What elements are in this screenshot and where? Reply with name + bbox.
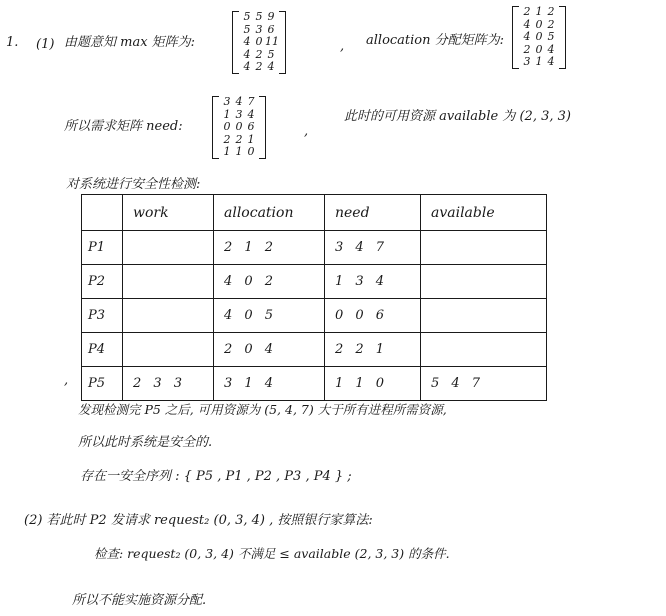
need-cell: 2 2 1 <box>325 333 421 367</box>
part2-request-line: (2) 若此时 P2 发请求 request₂ (0, 3, 4) , 按照银行家算法: <box>24 513 373 528</box>
matrix-cell: 1 <box>535 55 543 69</box>
subquestion-number: (1) <box>36 37 55 52</box>
need-cell: 1 3 4 <box>325 265 421 299</box>
matrix-cell: 1 <box>223 145 231 159</box>
matrix-cell: 3 <box>523 55 531 69</box>
matrix-cell: 4 <box>243 60 251 74</box>
work-cell <box>123 265 214 299</box>
matrix-cell: 5 <box>243 22 251 36</box>
work-cell <box>123 231 214 265</box>
matrix-cell: 2 <box>223 132 231 146</box>
header-available: available <box>421 195 547 231</box>
process-cell: P1 <box>82 231 123 265</box>
header-process <box>82 195 123 231</box>
matrix-cell: 11 <box>265 35 279 49</box>
matrix-cell: 0 <box>255 35 263 49</box>
allocation-cell: 2 1 2 <box>214 231 325 265</box>
matrix-cell: 3 <box>235 107 243 121</box>
matrix-cell: 6 <box>247 120 255 134</box>
need-matrix-label: 所以需求矩阵 need: <box>64 119 183 134</box>
process-cell: P3 <box>82 299 123 333</box>
max-matrix-rows <box>239 11 279 74</box>
matrix-cell: 5 <box>255 10 263 23</box>
available-cell: 5 4 7 <box>421 367 547 401</box>
work-cell: 2 3 3 <box>123 367 214 401</box>
matrix-cell: 9 <box>267 10 275 23</box>
matrix-cell: 6 <box>267 22 275 36</box>
matrix-cell: 5 <box>243 10 251 23</box>
conclusion-line-2: 所以此时系统是安全的. <box>78 435 213 450</box>
matrix-cell: 2 <box>547 5 555 18</box>
matrix-row <box>241 11 277 24</box>
available-cell <box>421 231 547 265</box>
header-need: need <box>325 195 421 231</box>
matrix-cell: 0 <box>247 145 255 159</box>
work-cell <box>123 333 214 367</box>
allocation-matrix <box>512 6 566 69</box>
matrix-cell: 1 <box>535 5 543 18</box>
matrix-cell: 0 <box>223 120 231 134</box>
matrix-cell: 5 <box>267 47 275 61</box>
table-row <box>82 299 547 333</box>
separator-comma: , <box>340 39 345 54</box>
table-row <box>82 333 547 367</box>
matrix-cell: 3 <box>255 22 263 36</box>
matrix-cell: 1 <box>235 145 243 159</box>
table-header-row <box>82 195 547 231</box>
matrix-cell: 4 <box>523 17 531 31</box>
process-cell: P4 <box>82 333 123 367</box>
allocation-matrix-label: allocation 分配矩阵为: <box>366 33 505 48</box>
separator-comma: , <box>304 124 309 139</box>
work-cell <box>123 299 214 333</box>
problem-number: 1. <box>6 35 19 50</box>
header-allocation: allocation <box>214 195 325 231</box>
matrix-cell: 4 <box>267 60 275 74</box>
conclusion-line-1: 发现检测完 P5 之后, 可用资源为 (5, 4, 7) 大于所有进程所需资源, <box>78 402 447 417</box>
allocation-cell: 4 0 2 <box>214 265 325 299</box>
part2-check-line: 检查: request₂ (0, 3, 4) 不满足 ≤ available (2, 3, 3) 的条件. <box>94 546 450 561</box>
table-row <box>82 265 547 299</box>
need-cell: 3 4 7 <box>325 231 421 265</box>
left-bracket <box>212 96 219 159</box>
matrix-cell: 2 <box>255 60 263 74</box>
matrix-cell: 4 <box>547 42 555 56</box>
matrix-cell: 1 <box>247 132 255 146</box>
matrix-row <box>521 56 557 69</box>
margin-mark: , <box>64 373 69 388</box>
table-row <box>82 231 547 265</box>
available-statement: 此时的可用资源 available 为 (2, 3, 3) <box>344 109 571 124</box>
right-bracket <box>259 96 266 159</box>
safe-sequence-line: 存在一安全序列 : { P5 , P1 , P2 , P3 , P4 } ; <box>80 469 352 484</box>
need-matrix-rows <box>219 96 259 159</box>
process-cell: P5 <box>82 367 123 401</box>
max-matrix-label: 由题意知 max 矩阵为: <box>64 35 196 50</box>
left-bracket <box>512 6 519 69</box>
process-cell: P2 <box>82 265 123 299</box>
max-matrix <box>232 11 286 74</box>
allocation-cell: 2 0 4 <box>214 333 325 367</box>
matrix-cell: 4 <box>235 95 243 108</box>
matrix-row <box>221 96 257 109</box>
matrix-cell: 4 <box>547 55 555 69</box>
right-bracket <box>279 11 286 74</box>
matrix-cell: 0 <box>535 30 543 44</box>
need-matrix <box>212 96 266 159</box>
matrix-cell: 2 <box>523 42 531 56</box>
safety-check-title: 对系统进行安全性检测: <box>66 177 201 192</box>
left-bracket <box>232 11 239 74</box>
allocation-cell: 3 1 4 <box>214 367 325 401</box>
matrix-cell: 4 <box>243 47 251 61</box>
safety-check-table <box>81 194 547 401</box>
matrix-cell: 0 <box>535 42 543 56</box>
matrix-cell: 7 <box>247 95 255 108</box>
need-cell: 1 1 0 <box>325 367 421 401</box>
part2-conclusion-line: 所以不能实施资源分配. <box>72 593 207 608</box>
matrix-cell: 2 <box>547 17 555 31</box>
matrix-cell: 4 <box>243 35 251 49</box>
allocation-cell: 4 0 5 <box>214 299 325 333</box>
matrix-row <box>221 121 257 134</box>
matrix-row <box>521 31 557 44</box>
available-cell <box>421 333 547 367</box>
matrix-cell: 0 <box>535 17 543 31</box>
matrix-cell: 4 <box>523 30 531 44</box>
matrix-cell: 0 <box>235 120 243 134</box>
matrix-cell: 2 <box>235 132 243 146</box>
matrix-row <box>221 146 257 159</box>
matrix-row <box>241 61 277 74</box>
right-bracket <box>559 6 566 69</box>
available-cell <box>421 299 547 333</box>
matrix-cell: 2 <box>523 5 531 18</box>
need-cell: 0 0 6 <box>325 299 421 333</box>
matrix-cell: 5 <box>547 30 555 44</box>
matrix-cell: 4 <box>247 107 255 121</box>
table-row <box>82 367 547 401</box>
matrix-cell: 3 <box>223 95 231 108</box>
matrix-cell: 2 <box>255 47 263 61</box>
allocation-matrix-rows <box>519 6 559 69</box>
matrix-cell: 1 <box>223 107 231 121</box>
matrix-row <box>241 36 277 49</box>
available-cell <box>421 265 547 299</box>
matrix-row <box>521 6 557 19</box>
header-work: work <box>123 195 214 231</box>
